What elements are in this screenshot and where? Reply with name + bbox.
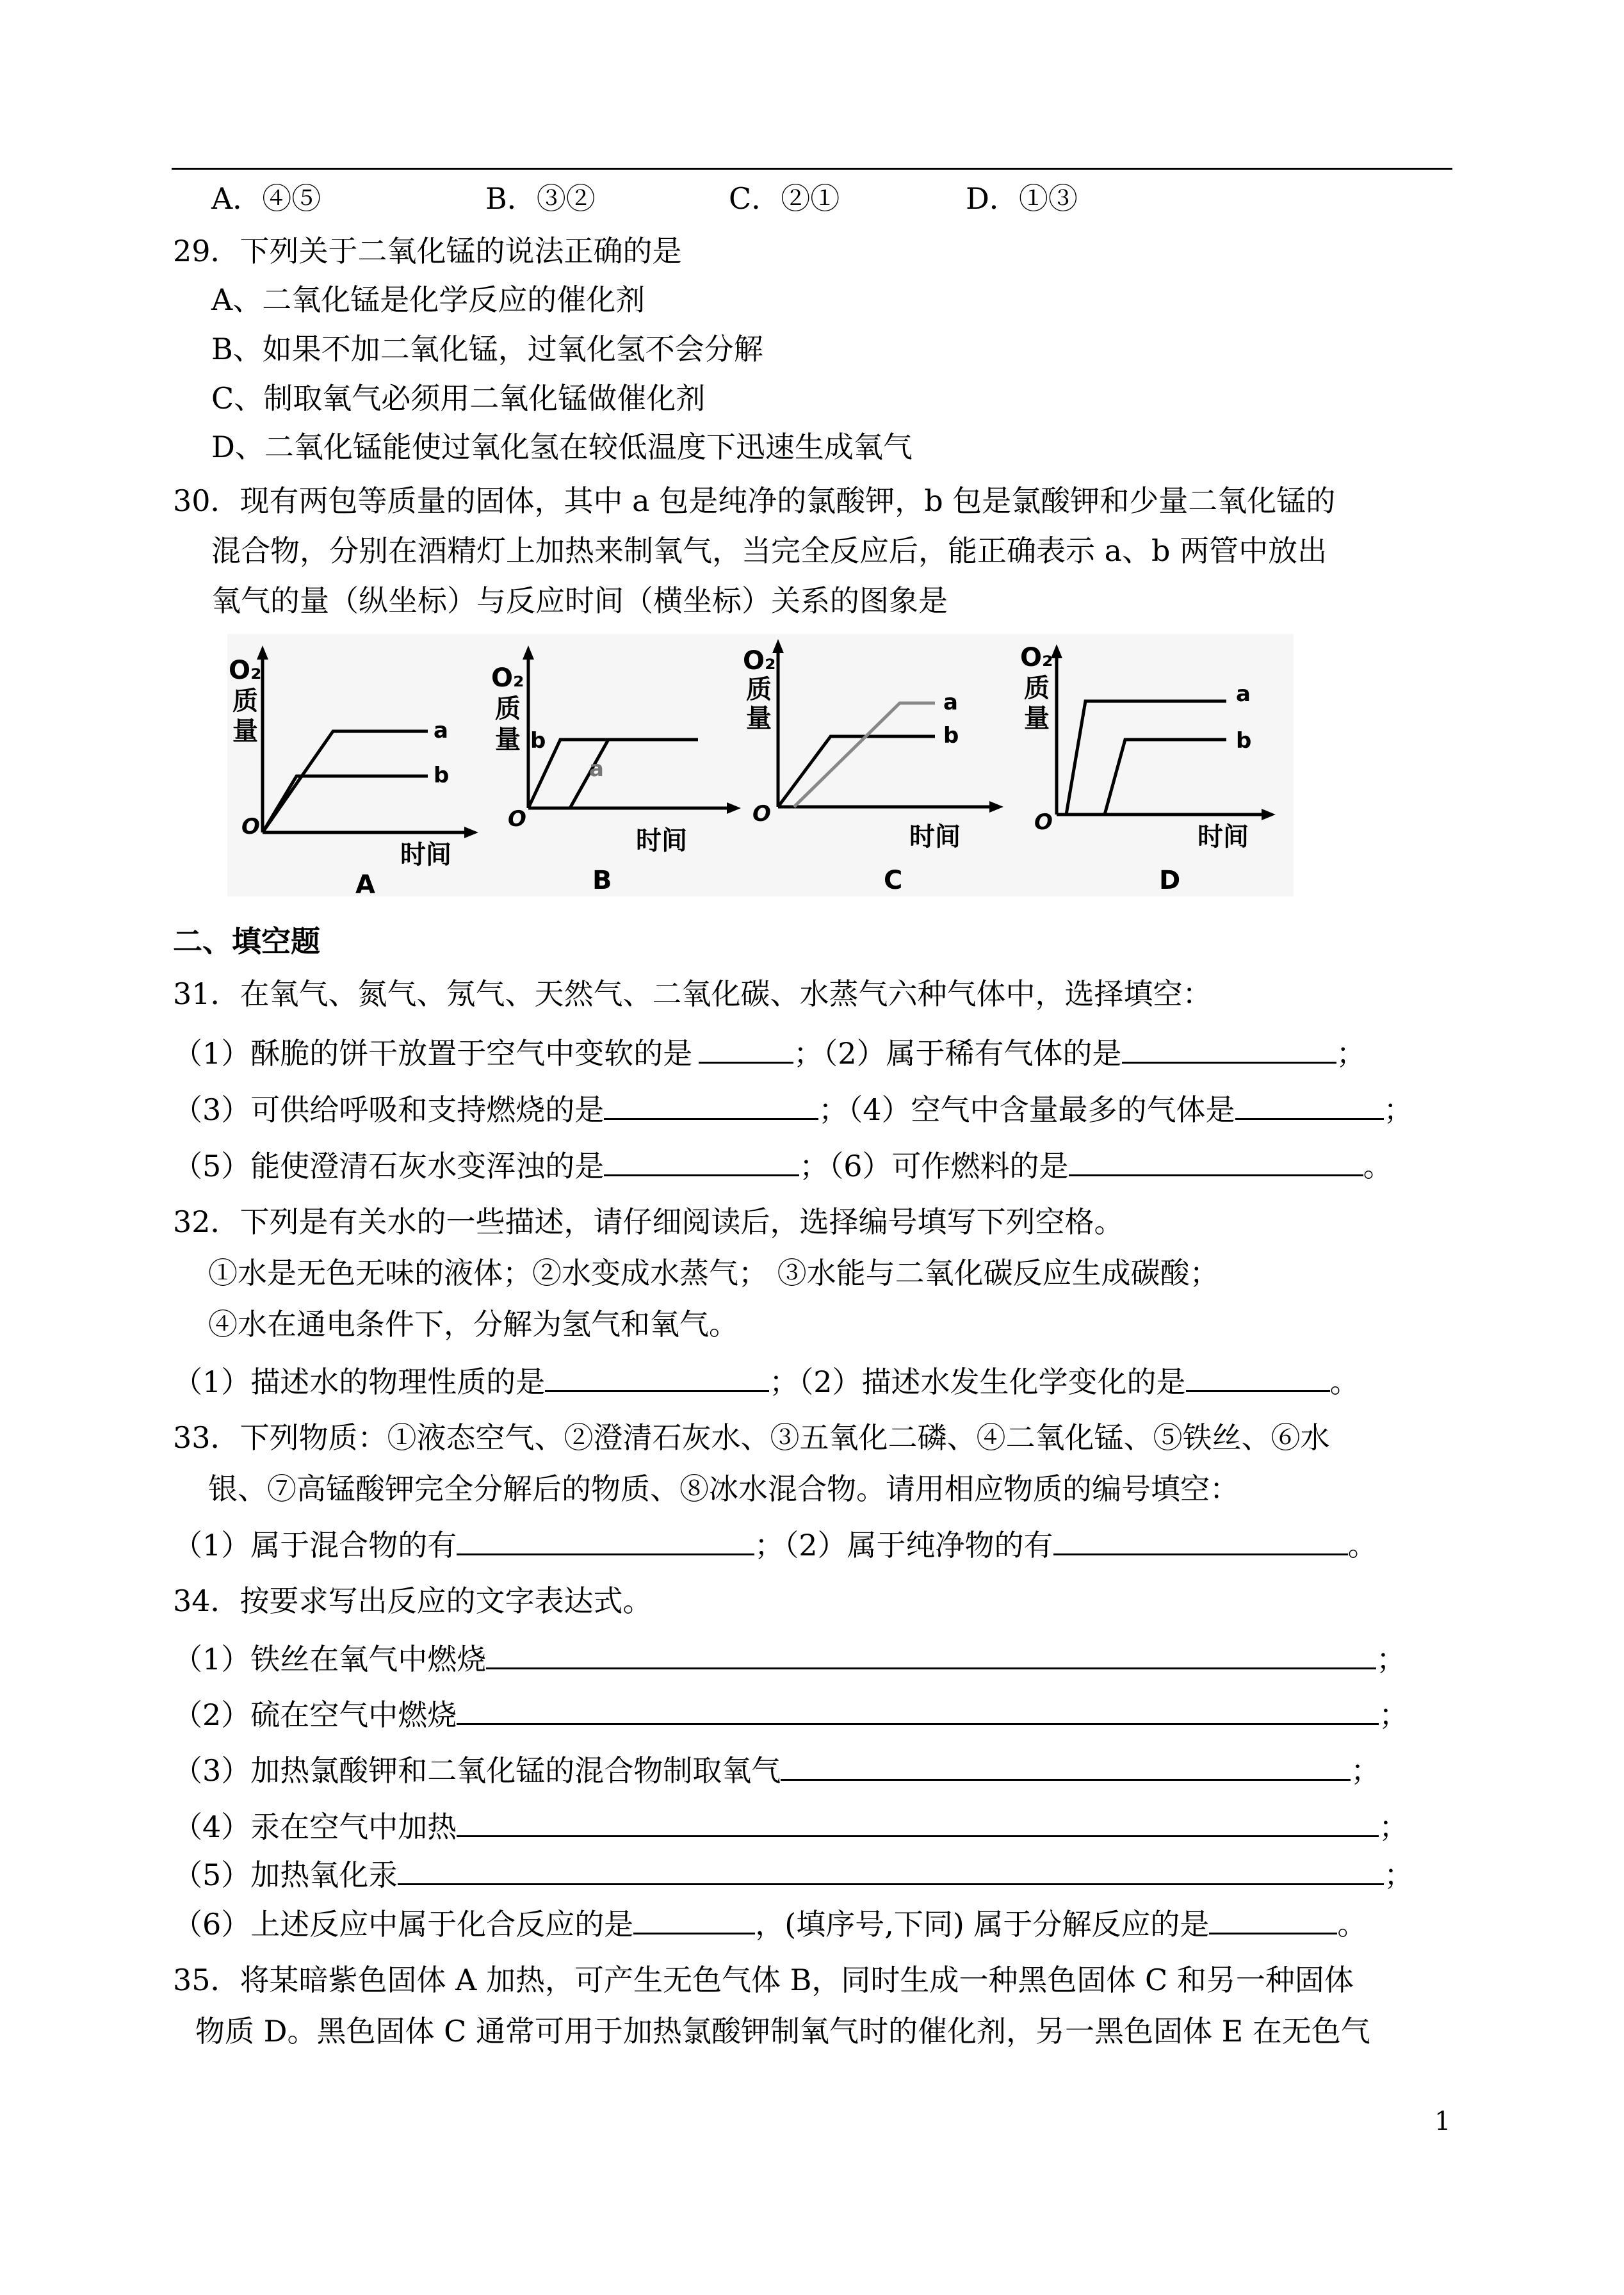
q31-prompt-1: （1）酥脆的饼干放置于空气中变软的是 bbox=[173, 1036, 693, 1071]
q33-period: 。 bbox=[1347, 1528, 1377, 1562]
graph-a-curve-label-1: a bbox=[434, 718, 448, 743]
graph-c-ylabel-top: O₂ bbox=[743, 646, 776, 676]
graph-a-curve-label-2: b bbox=[434, 763, 450, 788]
section-2-heading: 二、填空题 bbox=[173, 924, 320, 959]
graph-a-curve-b bbox=[263, 776, 428, 832]
graph-b-panel: B bbox=[592, 866, 612, 895]
graph-a-xlabel: 时间 bbox=[400, 840, 451, 870]
q32-desc-1: ①水是无色无味的液体；②水变成水蒸气； ③水能与二氧化碳反应生成碳酸； bbox=[208, 1256, 1219, 1290]
graph-b-origin: O bbox=[508, 806, 526, 832]
q33-line-3 bbox=[173, 1524, 1377, 1564]
q34-item-5 bbox=[173, 1854, 1413, 1894]
q34-stem: 34．按要求写出反应的文字表达式。 bbox=[173, 1584, 653, 1618]
graph-c-xlabel: 时间 bbox=[909, 822, 961, 852]
graph-b-y-arrow bbox=[523, 645, 534, 660]
graph-d-curve-b bbox=[1105, 740, 1226, 815]
graph-a-curve-a bbox=[263, 731, 428, 832]
q29-stem: 29．下列关于二氧化锰的说法正确的是 bbox=[173, 234, 682, 268]
graph-a bbox=[227, 634, 496, 896]
q31-line-2 bbox=[173, 1089, 1413, 1129]
q31-prompt-2: ；（2）属于稀有气体的是 bbox=[793, 1036, 1122, 1071]
graph-d-curve-label-1: a bbox=[1236, 681, 1251, 707]
q34-item-4-label: （4）汞在空气中加热 bbox=[173, 1810, 457, 1844]
q34-item-5-label: （5）加热氧化汞 bbox=[173, 1858, 398, 1892]
q34-item-4-blank[interactable] bbox=[457, 1806, 1379, 1837]
graph-b-ylabel-2: 量 bbox=[495, 725, 521, 754]
graph-d-xlabel: 时间 bbox=[1198, 822, 1249, 852]
graph-b-ylabel-top: O₂ bbox=[491, 663, 524, 693]
graph-d-curve-a bbox=[1066, 701, 1226, 815]
q34-item-6-period: 。 bbox=[1337, 1907, 1367, 1942]
graph-a-ylabel-top: O₂ bbox=[229, 656, 262, 685]
graph-c-ylabel-1: 质 bbox=[746, 675, 772, 704]
graph-d bbox=[1015, 634, 1294, 896]
q35-line-1: 35．将某暗紫色固体 A 加热，可产生无色气体 B，同时生成一种黑色固体 C 和另一种固体 bbox=[173, 1963, 1354, 1997]
graph-d-x-arrow bbox=[1262, 809, 1276, 820]
q31-prompt-6: ；（6）可作燃料的是 bbox=[799, 1149, 1069, 1183]
graph-a-ylabel-1: 质 bbox=[232, 686, 258, 716]
graph-c-origin: O bbox=[752, 801, 771, 827]
q32-prompt-2: ；（2）描述水发生化学变化的是 bbox=[769, 1365, 1186, 1399]
q34-item-6-prompt-1: （6）上述反应中属于化合反应的是 bbox=[173, 1907, 634, 1942]
q34-item-6-blank-2[interactable] bbox=[1209, 1903, 1337, 1934]
q32-desc-2: ④水在通电条件下，分解为氢气和氧气。 bbox=[208, 1307, 738, 1342]
q32-period: 。 bbox=[1329, 1365, 1360, 1399]
q31-blank-1[interactable] bbox=[699, 1032, 793, 1064]
graph-b-x-arrow bbox=[727, 802, 741, 814]
q30-line-2: 混合物，分别在酒精灯上加热来制氧气，当完全反应后，能正确表示 a、b 两管中放出 bbox=[211, 533, 1328, 568]
q28-option-c: C．②① bbox=[729, 181, 840, 216]
q31-semi-1: ； bbox=[1336, 1036, 1366, 1071]
q31-line-3 bbox=[173, 1145, 1393, 1185]
q31-semi-2: ； bbox=[1383, 1092, 1413, 1127]
q34-item-1-label: （1）铁丝在氧气中燃烧 bbox=[173, 1642, 487, 1676]
graph-c-curve-label-1: a bbox=[943, 690, 958, 715]
q34-item-6 bbox=[173, 1903, 1367, 1943]
q31-period: 。 bbox=[1363, 1149, 1393, 1183]
graph-a-x-arrow bbox=[464, 827, 478, 838]
q31-blank-6[interactable] bbox=[1069, 1145, 1363, 1176]
q34-item-1 bbox=[173, 1638, 1406, 1678]
q34-item-4-semi: ； bbox=[1379, 1810, 1409, 1844]
q32-prompt-1: （1）描述水的物理性质的是 bbox=[173, 1365, 546, 1399]
q29-option-b: B、如果不加二氧化锰，过氧化氢不会分解 bbox=[211, 332, 763, 366]
q31-blank-2[interactable] bbox=[1122, 1032, 1336, 1064]
q28-option-b: B．③② bbox=[485, 181, 596, 216]
graph-d-ylabel-1: 质 bbox=[1024, 674, 1050, 703]
q34-item-6-blank-1[interactable] bbox=[633, 1903, 755, 1934]
graph-b-curve-label-1: b bbox=[530, 728, 546, 754]
graph-b-xlabel: 时间 bbox=[636, 826, 687, 856]
graph-d-ylabel-top: O₂ bbox=[1020, 643, 1053, 672]
q31-stem: 31．在氧气、氮气、氖气、天然气、二氧化碳、水蒸气六种气体中，选择填空： bbox=[173, 977, 1212, 1011]
q28-option-d: D．①③ bbox=[966, 181, 1078, 216]
q34-item-3-semi: ； bbox=[1351, 1753, 1381, 1788]
q34-item-1-semi: ； bbox=[1376, 1642, 1406, 1676]
graph-c-ylabel-2: 量 bbox=[746, 704, 772, 733]
q34-item-4 bbox=[173, 1806, 1408, 1846]
q34-item-5-semi: ； bbox=[1384, 1858, 1414, 1892]
q31-blank-4[interactable] bbox=[1235, 1089, 1384, 1120]
q31-blank-3[interactable] bbox=[604, 1089, 818, 1120]
q29-option-c: C、制取氧气必须用二氧化锰做催化剂 bbox=[211, 381, 706, 416]
q34-item-2-semi: ； bbox=[1379, 1698, 1409, 1732]
q33-prompt-2: ；（2）属于纯净物的有 bbox=[754, 1528, 1053, 1562]
q31-blank-5[interactable] bbox=[604, 1145, 799, 1176]
q34-item-2 bbox=[173, 1694, 1408, 1734]
graph-c-panel: C bbox=[884, 866, 903, 895]
q31-prompt-4: ；（4）空气中含量最多的气体是 bbox=[818, 1092, 1235, 1127]
q34-item-2-label: （2）硫在空气中燃烧 bbox=[173, 1698, 457, 1732]
q32-line bbox=[173, 1361, 1360, 1401]
q28-option-a: A．④⑤ bbox=[211, 181, 321, 216]
graph-b bbox=[490, 634, 759, 896]
q33-blank-1[interactable] bbox=[457, 1524, 754, 1555]
graph-c-curve-label-2: b bbox=[943, 723, 959, 749]
q33-line-1: 33．下列物质：①液态空气、②澄清石灰水、③五氧化二磷、④二氧化锰、⑤铁丝、⑥水 bbox=[173, 1420, 1330, 1455]
q34-item-5-blank[interactable] bbox=[398, 1854, 1384, 1885]
q33-line-2: 银、⑦高锰酸钾完全分解后的物质、⑧冰水混合物。请用相应物质的编号填空： bbox=[208, 1472, 1239, 1506]
q31-prompt-5: （5）能使澄清石灰水变浑浊的是 bbox=[173, 1149, 605, 1183]
q34-item-3 bbox=[173, 1749, 1380, 1790]
q30-figure bbox=[227, 634, 1294, 896]
q35-line-2: 物质 D。黑色固体 C 通常可用于加热氯酸钾制氧气时的催化剂，另一黑色固体 E 在无色气 bbox=[195, 2014, 1370, 2048]
graph-a-origin: O bbox=[241, 814, 260, 839]
graph-b-ylabel-1: 质 bbox=[495, 694, 521, 724]
graph-d-panel: D bbox=[1159, 866, 1181, 895]
q33-blank-2[interactable] bbox=[1053, 1524, 1348, 1555]
graph-d-ylabel-2: 量 bbox=[1024, 704, 1050, 733]
q29-option-d: D、二氧化锰能使过氧化氢在较低温度下迅速生成氧气 bbox=[211, 430, 913, 464]
q32-blank-1[interactable] bbox=[545, 1361, 769, 1392]
q34-item-2-blank[interactable] bbox=[457, 1694, 1379, 1725]
q34-item-3-label: （3）加热氯酸钾和二氧化锰的混合物制取氧气 bbox=[173, 1753, 781, 1788]
q32-blank-2[interactable] bbox=[1186, 1361, 1330, 1392]
q34-item-3-blank[interactable] bbox=[781, 1749, 1351, 1781]
graph-b-curve-b bbox=[528, 740, 698, 808]
q34-item-1-blank[interactable] bbox=[486, 1638, 1376, 1669]
page-number: 1 bbox=[1434, 2107, 1451, 2136]
q30-line-1: 30．现有两包等质量的固体，其中 a 包是纯净的氯酸钾，b 包是氯酸钾和少量二氧化锰的 bbox=[173, 483, 1336, 518]
graph-c-x-arrow bbox=[989, 801, 1003, 813]
q32-stem: 32．下列是有关水的一些描述，请仔细阅读后，选择编号填写下列空格。 bbox=[173, 1204, 1124, 1239]
graph-d-curve-label-2: b bbox=[1236, 728, 1252, 754]
q33-prompt-1: （1）属于混合物的有 bbox=[173, 1528, 457, 1562]
q34-item-6-prompt-2: ，(填序号,下同) 属于分解反应的是 bbox=[755, 1907, 1210, 1942]
graph-a-ylabel-2: 量 bbox=[232, 717, 258, 746]
header-rule bbox=[172, 168, 1452, 170]
graph-a-panel: A bbox=[355, 870, 375, 896]
graph-d-origin: O bbox=[1034, 809, 1053, 835]
graph-b-curve-label-2: a bbox=[589, 756, 604, 782]
graph-c bbox=[740, 634, 1021, 896]
q31-prompt-3: （3）可供给呼吸和支持燃烧的是 bbox=[173, 1092, 605, 1127]
q31-line-1 bbox=[173, 1032, 1366, 1073]
q29-option-a: A、二氧化锰是化学反应的催化剂 bbox=[211, 282, 646, 317]
q30-line-3: 氧气的量（纵坐标）与反应时间（横坐标）关系的图象是 bbox=[211, 583, 948, 618]
